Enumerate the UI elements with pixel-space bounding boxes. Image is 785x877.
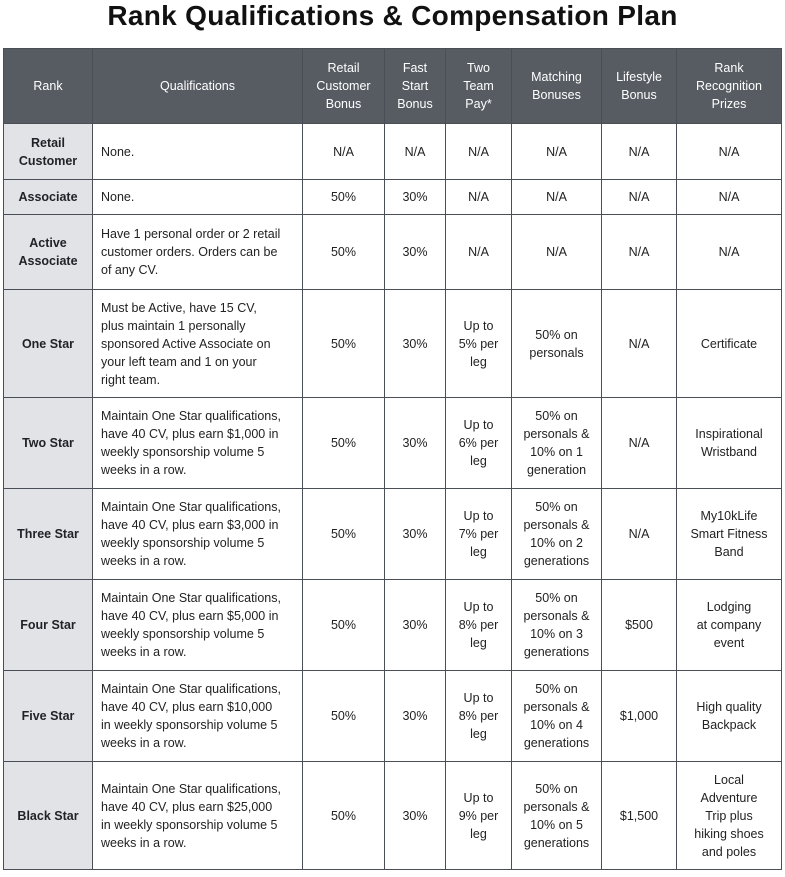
qualifications-cell [93, 580, 303, 671]
retail-bonus-cell [303, 124, 385, 180]
cell-line: 30% [402, 245, 428, 259]
cell-line: 50% [330, 618, 357, 632]
retail-bonus-cell [303, 290, 385, 398]
qualifications-cell [93, 489, 303, 580]
cell-line: have 40 CV, plus earn $5,000 in [101, 609, 279, 623]
cell-line: None. [101, 144, 135, 159]
cell-line: 10% on 1 [530, 445, 583, 459]
recognition-prize-cell [677, 580, 782, 671]
retail-bonus-cell [303, 580, 385, 671]
retail-bonus-cell [303, 398, 385, 489]
table-row [4, 762, 782, 870]
fast-start-cell [385, 671, 446, 762]
cell-line: generations [523, 645, 590, 659]
cell-line: Have 1 personal order or 2 retail [101, 227, 281, 241]
two-team-pay-cell [446, 398, 512, 489]
cell-line: weeks in a row. [101, 736, 187, 750]
matching-bonus-cell [512, 290, 602, 398]
rank-cell [4, 398, 93, 489]
fast-start-cell [385, 124, 446, 180]
cell-line: weeks in a row. [101, 554, 187, 568]
cell-line: 50% on [535, 409, 578, 423]
retail-bonus-cell [303, 489, 385, 580]
cell-line: Local [714, 772, 744, 787]
rank-cell [4, 489, 93, 580]
two-team-pay-cell [446, 580, 512, 671]
cell-line: 50% [330, 709, 357, 723]
cell-line: of any CV. [101, 263, 159, 277]
recognition-prize-cell [677, 489, 782, 580]
recognition-prize-cell [677, 180, 782, 215]
cell-line: plus maintain 1 personally [101, 318, 246, 333]
matching-bonus-cell [512, 215, 602, 290]
cell-line: N/A [628, 245, 650, 259]
cell-line: Fast [402, 61, 428, 75]
cell-line: None. [101, 190, 135, 204]
cell-line: 30% [402, 709, 428, 723]
header-fast-start-bonus [385, 49, 446, 124]
recognition-prize-cell [677, 290, 782, 398]
cell-line: Up to [463, 691, 494, 705]
cell-line: 10% on 3 [530, 627, 583, 641]
cell-line: N/A [628, 144, 650, 159]
cell-line: 30% [402, 190, 428, 204]
cell-line: leg [470, 727, 487, 741]
table-body [4, 124, 782, 870]
cell-line: hiking shoes [694, 826, 764, 841]
lifestyle-bonus-cell [602, 124, 677, 180]
cell-line: $1,500 [619, 808, 659, 823]
cell-line: weeks in a row. [101, 645, 187, 659]
fast-start-cell [385, 489, 446, 580]
table-header [4, 49, 782, 124]
cell-line: weekly sponsorship volume 5 [101, 627, 265, 641]
lifestyle-bonus-cell [602, 580, 677, 671]
table-row [4, 580, 782, 671]
cell-line: 30% [402, 436, 428, 450]
two-team-pay-cell [446, 215, 512, 290]
lifestyle-bonus-cell [602, 215, 677, 290]
cell-line: 50% [330, 808, 357, 823]
cell-line: have 40 CV, plus earn $1,000 in [101, 427, 279, 441]
two-team-pay-cell [446, 124, 512, 180]
cell-line: Lodging [706, 600, 752, 614]
cell-line: Four Star [20, 618, 76, 632]
cell-line: Maintain One Star qualifications, [101, 409, 281, 423]
lifestyle-bonus-cell [602, 290, 677, 398]
header-qualifications [93, 49, 303, 124]
cell-line: N/A [468, 245, 489, 259]
fast-start-cell [385, 215, 446, 290]
cell-line: Retail [30, 135, 66, 150]
cell-line: personals & [523, 700, 590, 714]
rank-cell [4, 290, 93, 398]
recognition-prize-cell [677, 671, 782, 762]
header-retail-customer-bonus [303, 49, 385, 124]
cell-line: Certificate [700, 336, 758, 351]
fast-start-cell [385, 580, 446, 671]
table-row [4, 215, 782, 290]
cell-line: Wristband [700, 445, 758, 459]
cell-line: 50% on [535, 327, 578, 342]
cell-line: 10% on 5 [530, 817, 583, 832]
cell-line: have 40 CV, plus earn $10,000 [101, 700, 273, 714]
lifestyle-bonus-cell [602, 489, 677, 580]
cell-line: 50% [330, 190, 357, 204]
retail-bonus-cell [303, 762, 385, 870]
matching-bonus-cell [512, 762, 602, 870]
cell-line: 30% [402, 527, 428, 541]
retail-bonus-cell [303, 180, 385, 215]
cell-line: generation [526, 463, 587, 477]
cell-line: Smart Fitness [690, 527, 768, 541]
rank-cell [4, 124, 93, 180]
cell-line: $500 [625, 618, 653, 632]
retail-bonus-cell [303, 671, 385, 762]
cell-line: Must be Active, have 15 CV, [101, 300, 257, 315]
qualifications-cell [93, 290, 303, 398]
cell-line: 50% [330, 336, 357, 351]
lifestyle-bonus-cell [602, 180, 677, 215]
cell-line: have 40 CV, plus earn $3,000 in [101, 518, 279, 532]
cell-line: 30% [402, 808, 428, 823]
cell-line: Pay* [465, 97, 492, 111]
recognition-prize-cell [677, 215, 782, 290]
two-team-pay-cell [446, 180, 512, 215]
cell-line: Maintain One Star qualifications, [101, 682, 281, 696]
cell-line: 50% on [535, 781, 578, 796]
rank-cell [4, 180, 93, 215]
cell-line: 50% on [535, 682, 578, 696]
cell-line: N/A [628, 436, 650, 450]
cell-line: Backpack [701, 718, 757, 732]
cell-line: weekly sponsorship volume 5 [101, 536, 265, 550]
rank-cell [4, 762, 93, 870]
cell-line: Up to [463, 600, 494, 614]
matching-bonus-cell [512, 398, 602, 489]
cell-line: Lifestyle [616, 70, 662, 84]
cell-line: N/A [333, 144, 354, 159]
cell-line: Maintain One Star qualifications, [101, 591, 281, 605]
cell-line: N/A [718, 190, 740, 204]
cell-line: personals [529, 345, 584, 360]
cell-line: have 40 CV, plus earn $25,000 [101, 799, 273, 814]
cell-line: Trip plus [705, 808, 753, 823]
qualifications-cell [93, 671, 303, 762]
cell-line: your left team and 1 on your [101, 354, 257, 369]
cell-line: Maintain One Star qualifications, [101, 500, 281, 514]
cell-line: weeks in a row. [101, 463, 187, 477]
cell-line: weeks in a row. [101, 835, 187, 850]
qualifications-cell [93, 215, 303, 290]
cell-line: Up to [463, 509, 494, 523]
fast-start-cell [385, 290, 446, 398]
cell-line: 10% on 2 [530, 536, 583, 550]
table-row [4, 124, 782, 180]
cell-line: 30% [402, 618, 428, 632]
recognition-prize-cell [677, 124, 782, 180]
two-team-pay-cell [446, 290, 512, 398]
cell-line: Two Star [22, 436, 74, 450]
fast-start-cell [385, 398, 446, 489]
header-two-team-pay [446, 49, 512, 124]
lifestyle-bonus-cell [602, 762, 677, 870]
recognition-prize-cell [677, 398, 782, 489]
cell-line: N/A [546, 245, 567, 259]
cell-line: Customer [316, 79, 371, 93]
fast-start-cell [385, 762, 446, 870]
cell-line: generations [523, 554, 590, 568]
cell-line: 50% [330, 245, 357, 259]
cell-line: Rank [714, 61, 744, 75]
table-row [4, 671, 782, 762]
cell-line: Three Star [17, 527, 79, 541]
cell-line: High quality [696, 700, 762, 714]
cell-line: 6% per [458, 436, 499, 450]
cell-line: 50% on [535, 591, 578, 605]
header-rank-recognition-prizes [677, 49, 782, 124]
cell-line: leg [470, 454, 487, 468]
cell-line: $1,000 [619, 709, 659, 723]
matching-bonus-cell [512, 580, 602, 671]
qualifications-cell [93, 180, 303, 215]
fast-start-cell [385, 180, 446, 215]
cell-line: 8% per [458, 709, 499, 723]
cell-line: leg [470, 636, 487, 650]
matching-bonus-cell [512, 489, 602, 580]
table-row [4, 489, 782, 580]
matching-bonus-cell [512, 180, 602, 215]
cell-line: Prizes [711, 97, 747, 111]
cell-line: 50% [330, 527, 357, 541]
cell-line: in weekly sponsorship volume 5 [101, 817, 278, 832]
cell-line: Up to [463, 318, 494, 333]
qualifications-cell [93, 762, 303, 870]
table-row [4, 290, 782, 398]
cell-line: N/A [546, 144, 567, 159]
cell-line: 5% per [458, 336, 499, 351]
cell-line: personals & [523, 427, 590, 441]
cell-line: Bonuses [532, 88, 581, 102]
cell-line: N/A [404, 144, 426, 159]
cell-line: leg [470, 545, 487, 559]
cell-line: Bonus [621, 88, 657, 102]
cell-line: N/A [468, 144, 489, 159]
header-matching-bonuses [512, 49, 602, 124]
cell-line: customer orders. Orders can be [101, 245, 278, 259]
cell-line: N/A [628, 527, 650, 541]
rank-cell [4, 671, 93, 762]
cell-line: Associate [18, 190, 78, 204]
two-team-pay-cell [446, 671, 512, 762]
cell-line: N/A [468, 190, 489, 204]
header-row [4, 49, 782, 124]
matching-bonus-cell [512, 671, 602, 762]
retail-bonus-cell [303, 215, 385, 290]
table-row [4, 180, 782, 215]
cell-line: leg [470, 354, 487, 369]
cell-line: Active [29, 236, 67, 250]
header-lifestyle-bonus [602, 49, 677, 124]
compensation-table [3, 48, 782, 870]
cell-line: Qualifications [159, 79, 236, 93]
cell-line: 50% [330, 436, 357, 450]
page-title: Rank Qualifications & Compensation Plan [107, 0, 678, 31]
cell-line: weekly sponsorship volume 5 [101, 445, 265, 459]
cell-line: Team [463, 79, 494, 93]
cell-line: event [713, 636, 745, 650]
cell-line: Bonus [325, 97, 362, 111]
cell-line: 8% per [458, 618, 499, 632]
cell-line: Five Star [21, 709, 75, 723]
lifestyle-bonus-cell [602, 398, 677, 489]
cell-line: Bonus [397, 97, 433, 111]
cell-line: 9% per [458, 808, 499, 823]
cell-line: personals & [523, 609, 590, 623]
qualifications-cell [93, 124, 303, 180]
cell-line: One Star [21, 336, 75, 351]
two-team-pay-cell [446, 762, 512, 870]
cell-line: Band [714, 545, 744, 559]
cell-line: and poles [701, 844, 757, 859]
recognition-prize-cell [677, 762, 782, 870]
cell-line: My10kLife [700, 509, 758, 523]
cell-line: N/A [628, 190, 650, 204]
cell-line: Inspirational [695, 427, 763, 441]
two-team-pay-cell [446, 489, 512, 580]
cell-line: right team. [101, 372, 161, 387]
rank-cell [4, 580, 93, 671]
cell-line: 50% on [535, 500, 578, 514]
cell-line: Start [401, 79, 429, 93]
cell-line: Associate [18, 254, 78, 268]
cell-line: N/A [628, 336, 650, 351]
lifestyle-bonus-cell [602, 671, 677, 762]
cell-line: Two [467, 61, 490, 75]
cell-line: leg [470, 826, 487, 841]
cell-line: sponsored Active Associate on [101, 336, 271, 351]
cell-line: Rank [33, 79, 63, 93]
cell-line: at company [696, 618, 762, 632]
cell-line: Recognition [695, 79, 762, 93]
cell-line: 30% [402, 336, 428, 351]
cell-line: Black Star [17, 808, 79, 823]
cell-line: generations [523, 835, 590, 850]
cell-line: Adventure [700, 790, 758, 805]
table-row [4, 398, 782, 489]
cell-line: 10% on 4 [530, 718, 583, 732]
cell-line: Retail [327, 61, 360, 75]
cell-line: Up to [463, 790, 494, 805]
qualifications-cell [93, 398, 303, 489]
cell-line: Up to [463, 418, 494, 432]
matching-bonus-cell [512, 124, 602, 180]
cell-line: Customer [18, 153, 78, 168]
header-rank [4, 49, 93, 124]
cell-line: personals & [523, 799, 590, 814]
cell-line: in weekly sponsorship volume 5 [101, 718, 278, 732]
cell-line: N/A [718, 245, 740, 259]
cell-line: N/A [718, 144, 740, 159]
cell-line: Matching [531, 70, 582, 84]
cell-line: 7% per [458, 527, 499, 541]
cell-line: generations [523, 736, 590, 750]
cell-line: N/A [546, 190, 567, 204]
cell-line: personals & [523, 518, 590, 532]
rank-cell [4, 215, 93, 290]
cell-line: Maintain One Star qualifications, [101, 781, 281, 796]
